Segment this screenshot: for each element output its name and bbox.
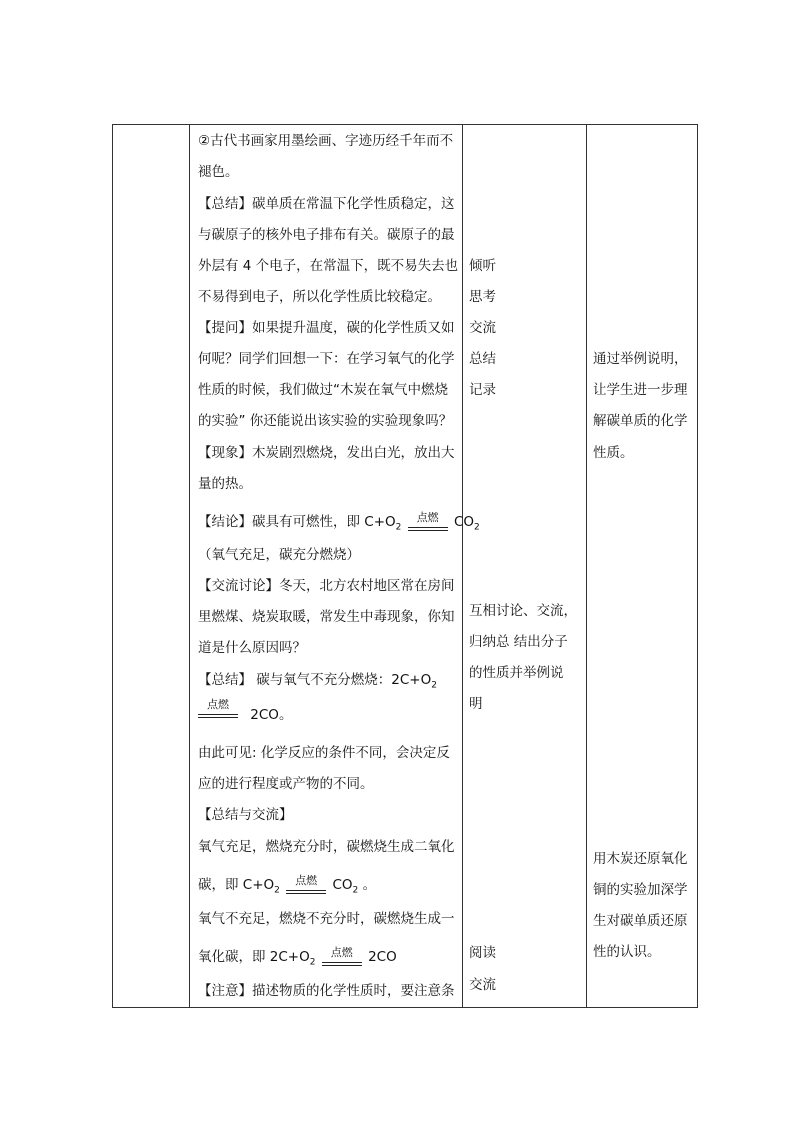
equation-product: 2CO。 (250, 707, 293, 723)
reaction-condition-arrow (286, 873, 326, 899)
text-line: 铜的实验加深学 (593, 882, 688, 898)
text-line: 记录 (469, 382, 496, 398)
reaction-condition-arrow (322, 945, 362, 971)
design-intent-cell (587, 125, 697, 1007)
text-line: 性质。 (593, 445, 634, 461)
text-line: 交流 (469, 977, 496, 993)
text-line: 解碳单质的化学 (593, 413, 688, 429)
subscript: 2 (274, 885, 280, 896)
equation-line (198, 510, 480, 536)
text-line: 【交流讨论】冬天，北方农村地区常在房间 (198, 578, 455, 594)
text-line: 归纳总 结出分子 (469, 634, 568, 650)
text-line: 应的进行程度或产物的不同。 (198, 776, 374, 792)
subscript: 2 (352, 885, 359, 896)
reaction-condition-arrow (198, 698, 238, 723)
equation-line (198, 698, 293, 723)
blank-column-cell (113, 125, 189, 1007)
reaction-condition: 点燃 (295, 873, 318, 887)
text-line: 由此可见: 化学反应的条件不同，会决定反 (198, 745, 450, 761)
text-line: ②古代书画家用墨绘画、字迹历经千年而不 (198, 133, 454, 149)
equation-product: 2CO (368, 949, 397, 965)
reaction-condition: 点燃 (207, 698, 229, 711)
equation-line (198, 945, 397, 971)
text-line: 阅读 (469, 945, 496, 961)
text-line: 【注意】描述物质的化学性质时，要注意条 (198, 983, 455, 999)
text-line: 的性质并举例说 (469, 665, 564, 681)
equation-text: 氧化碳，即 2C+O (198, 949, 310, 965)
equation-text: 【结论】碳具有可燃性，即 C+O (198, 514, 396, 530)
text-line: 互相讨论、交流， (469, 603, 577, 619)
text-line: 褪色。 (198, 164, 239, 180)
text-line: 用木炭还原氧化 (593, 851, 688, 867)
text-line: 性的认识。 (593, 944, 661, 960)
text-line: 氧气不充足，燃烧不充分时，碳燃烧生成一 (198, 911, 455, 927)
equation-line (198, 873, 377, 899)
text-line: 思考 (469, 289, 496, 305)
text-line: 性质的时候，我们做过“木炭在氧气中燃烧 (198, 382, 448, 398)
text-line: 何呢？同学们回想一下：在学习氧气的化学 (198, 351, 455, 367)
reaction-condition: 点燃 (330, 945, 353, 959)
text-line: 外层有 4 个电子，在常温下，既不易失去也 (198, 258, 459, 274)
reaction-condition: 点燃 (416, 510, 439, 524)
lesson-table (112, 124, 698, 1008)
text-line: 明 (469, 696, 483, 712)
text-line: （氧气充足，碳充分燃烧） (198, 547, 360, 563)
text-line: 道是什么原因吗？ (198, 640, 306, 656)
equation-text: 【总结】 碳与氧气不充分燃烧：2C+O (198, 672, 432, 688)
text-line: 的实验” 你还能说出该实验的实验现象吗？ (198, 413, 453, 429)
student-activity-cell (463, 125, 586, 1007)
text-line: 通过举例说明， (593, 351, 688, 367)
text-line: 与碳原子的核外电子排布有关。碳原子的最 (198, 227, 455, 243)
equation-text: 。 (358, 877, 377, 893)
subscript: 2 (309, 957, 316, 968)
text-line: 【现象】木炭剧烈燃烧，发出白光，放出大 (198, 445, 455, 461)
equation-line (198, 672, 437, 694)
equation-text: 碳，即 C+O (198, 877, 275, 893)
text-line: 里燃煤、烧炭取暖，常发生中毒现象，你知 (198, 609, 455, 625)
text-line: 总结 (469, 351, 496, 367)
text-line: 【总结】碳单质在常温下化学性质稳定，这 (198, 196, 455, 212)
teacher-activity-cell (190, 125, 480, 1007)
subscript: 2 (431, 680, 437, 691)
text-line: 生对碳单质还原 (593, 913, 688, 929)
text-line: 【提问】如果提升温度，碳的化学性质又如 (198, 320, 455, 336)
reaction-condition-arrow (408, 510, 448, 536)
subscript: 2 (395, 522, 402, 533)
text-line: 倾听 (469, 258, 496, 274)
text-line: 【总结与交流】 (198, 807, 293, 823)
text-line: 量的热。 (198, 476, 252, 492)
text-line: 不易得到电子，所以化学性质比较稳定。 (198, 289, 441, 305)
equation-product: CO (332, 877, 353, 893)
subscript: 2 (474, 522, 480, 533)
text-line: 氧气充足，燃烧充分时，碳燃烧生成二氧化 (198, 839, 455, 855)
equation-product: CO (453, 514, 475, 530)
text-line: 交流 (469, 320, 496, 336)
text-line: 让学生进一步理 (593, 382, 688, 398)
